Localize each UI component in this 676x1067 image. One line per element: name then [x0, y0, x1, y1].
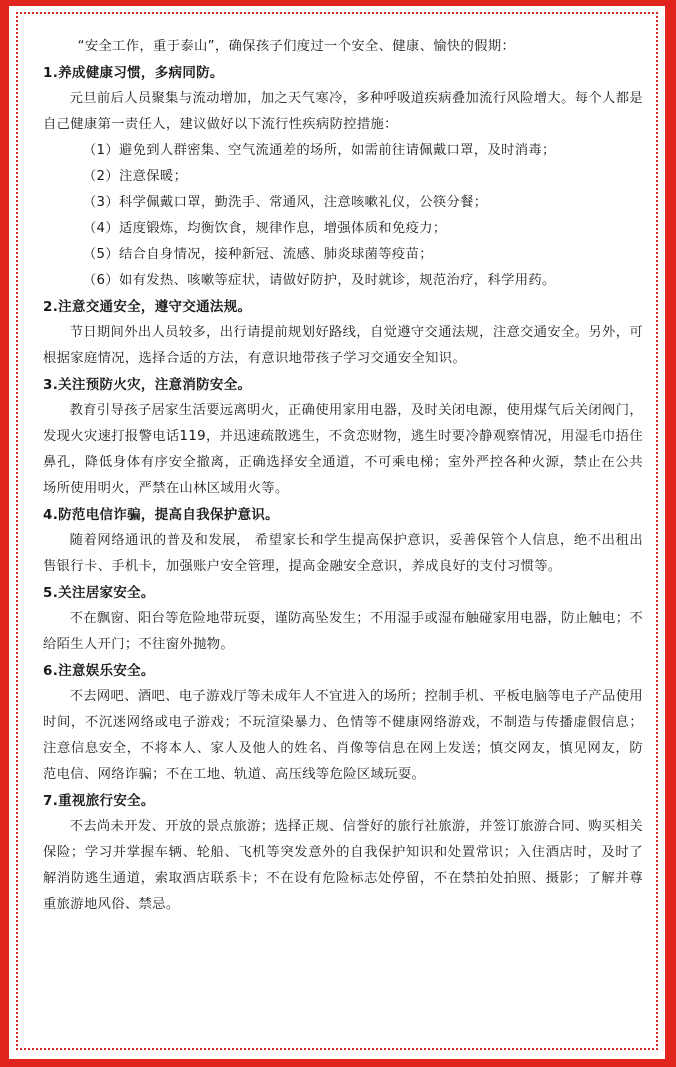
intro-paragraph: “安全工作，重于泰山”，确保孩子们度过一个安全、健康、愉快的假期：	[77, 39, 516, 54]
section-5-paragraph: 不在飘窗、阳台等危险地带玩耍，谨防高坠发生；不用湿手或湿布触碰家用电器，防止触电；不给陌生人开门；不往窗外抛物。	[43, 611, 643, 652]
section-6-paragraph: 不去网吧、酒吧、电子游戏厅等未成年人不宜进入的场所；控制手机、平板电脑等电子产品使用时间，不沉迷网络或电子游戏；不玩渲染暴力、色情等不健康网络游戏，不制造与传播虚假信息；注意信息安全，不将本人、家人及他人的姓名、肖像等信息在网上发送；慎交网友，慎见网友，防范电信、网络诈骗；不在工地、轨道、高压线等危险区域玩耍。	[43, 689, 643, 782]
section-3-paragraph: 教育引导孩子居家生活要远离明火，正确使用家用电器，及时关闭电源，使用煤气后关闭阀门，发现火灾速打报警电话119，并迅速疏散逃生，不贪恋财物，逃生时要冷静观察情况，用湿毛巾捂住鼻孔，降低身体有序安全撤离，正确选择安全通道，不可乘电梯；室外严控各种火源，禁止在公共场所使用明火，严禁在山林区域用火等。	[43, 403, 643, 496]
section-1-item-2: （2）注意保暖；	[82, 169, 188, 184]
section-2-heading: 2.注意交通安全，遵守交通法规。	[43, 299, 252, 315]
section-1-item-3: （3）科学佩戴口罩，勤洗手、常通风，注意咳嗽礼仪，公筷分餐；	[82, 195, 488, 210]
section-3-heading: 3.关注预防火灾，注意消防安全。	[43, 377, 252, 393]
section-1-item-4: （4）适度锻炼，均衡饮食，规律作息，增强体质和免疫力；	[82, 221, 447, 236]
section-4-heading: 4.防范电信诈骗，提高自我保护意识。	[43, 507, 279, 523]
section-1-item-5: （5）结合自身情况，接种新冠、流感、肺炎球菌等疫苗；	[82, 247, 433, 262]
document-body	[43, 34, 643, 918]
section-4-paragraph: 随着网络通讯的普及和发展， 希望家长和学生提高保护意识，妥善保管个人信息，绝不出租出售银行卡、手机卡，加强账户安全管理，提高金融安全意识，养成良好的支付习惯等。	[43, 533, 643, 574]
section-5-heading: 5.关注居家安全。	[43, 585, 155, 601]
section-7-heading: 7.重视旅行安全。	[43, 793, 155, 809]
section-7-paragraph: 不去尚未开发、开放的景点旅游；选择正规、信誉好的旅行社旅游，并签订旅游合同、购买相关保险；学习并掌握车辆、轮船、飞机等突发意外的自我保护知识和处置常识；入住酒店时，及时了解消防逃生通道，索取酒店联系卡；不在设有危险标志处停留，不在禁拍处拍照、摄影；了解并尊重旅游地风俗、禁忌。	[43, 819, 643, 912]
section-1-item-6: （6）如有发热、咳嗽等症状，请做好防护，及时就诊，规范治疗，科学用药。	[82, 273, 556, 288]
section-1-item-1: （1）避免到人群密集、空气流通差的场所，如需前往请佩戴口罩，及时消毒；	[82, 143, 556, 158]
document-page	[9, 6, 665, 1059]
section-2-paragraph: 节日期间外出人员较多，出行请提前规划好路线，自觉遵守交通法规，注意交通安全。另外，可根据家庭情况，选择合适的方法，有意识地带孩子学习交通安全知识。	[43, 325, 643, 366]
section-6-heading: 6.注意娱乐安全。	[43, 663, 155, 679]
section-1-paragraph: 元旦前后人员聚集与流动增加，加之天气寒冷，多种呼吸道疾病叠加流行风险增大。每个人都是自己健康第一责任人，建议做好以下流行性疾病防控措施：	[43, 91, 643, 132]
section-1-heading: 1.养成健康习惯，多病同防。	[43, 65, 224, 81]
